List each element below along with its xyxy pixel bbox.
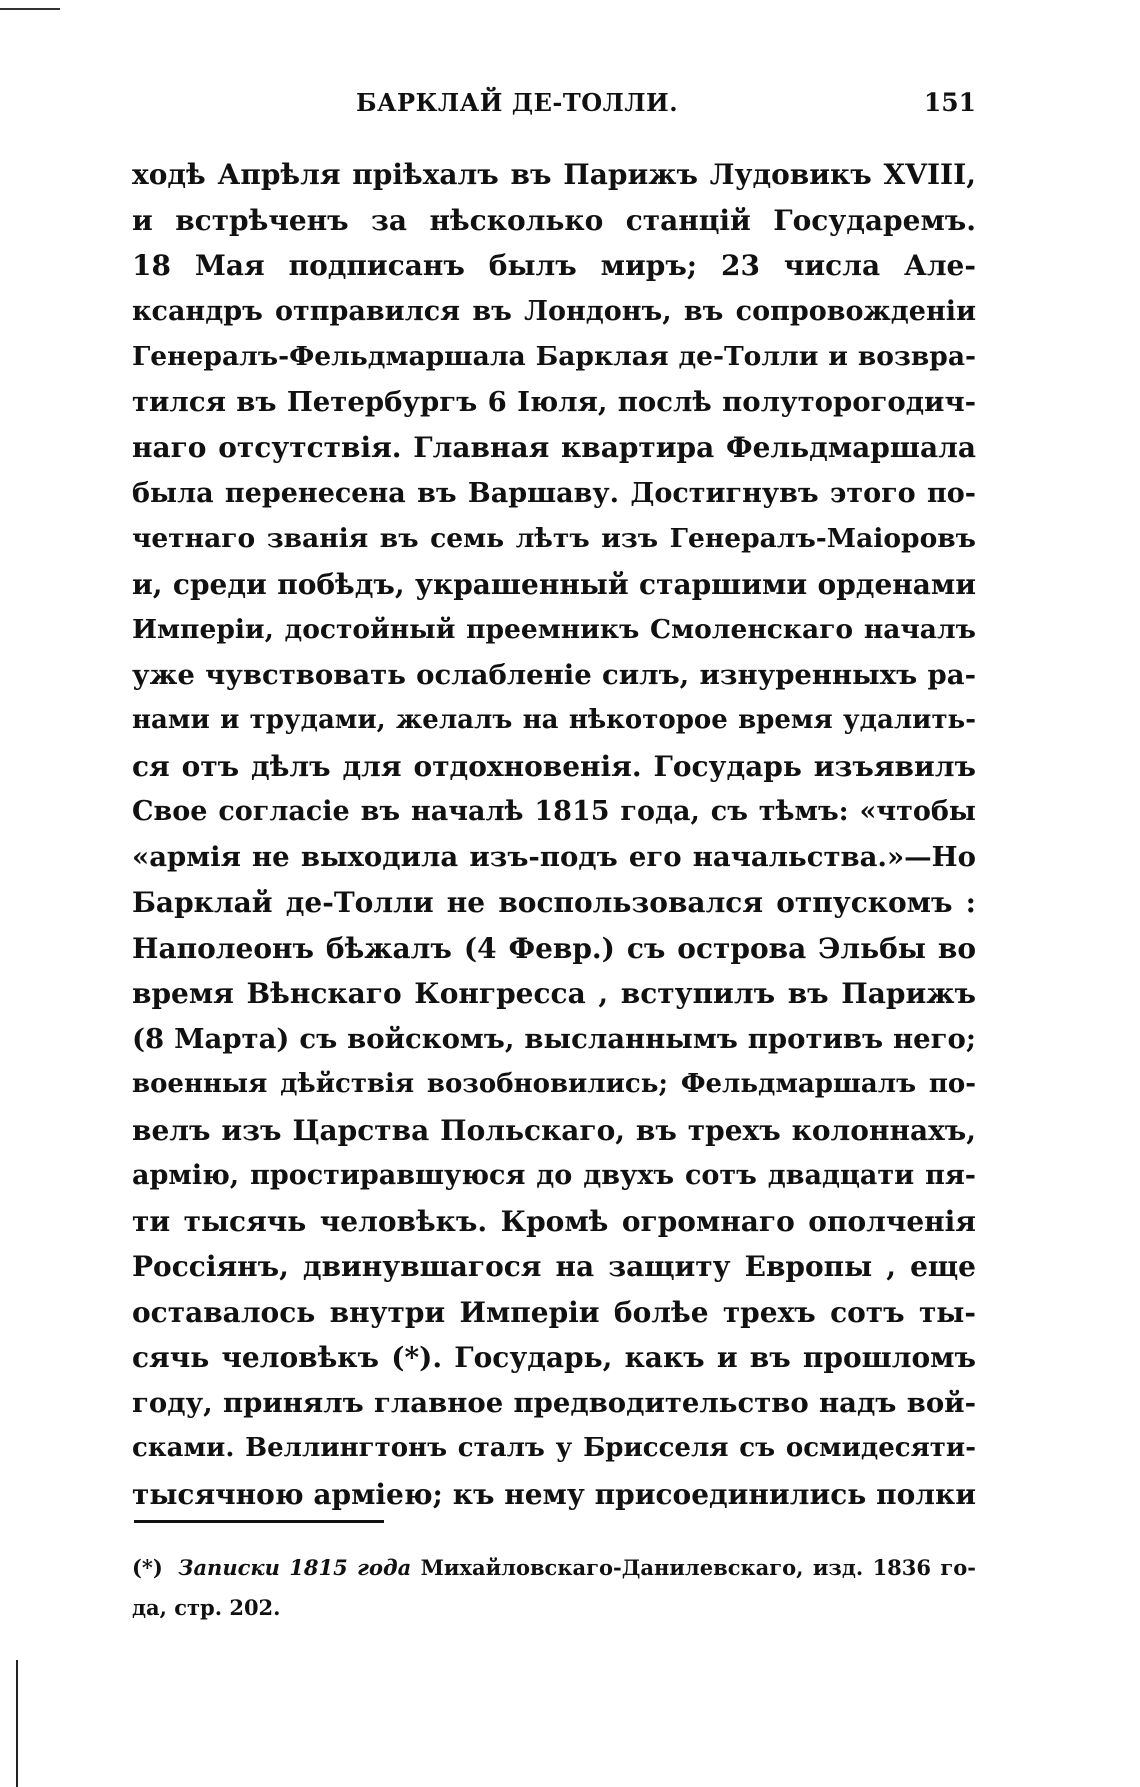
scan-edge-line	[0, 8, 60, 10]
text-line: «армія не выходила изъ-подъ его начальства.»—Но	[132, 840, 976, 873]
text-line: Генералъ-Фельдмаршала Барклая де-Толли и возвра-	[132, 341, 976, 372]
footnote-line: да, стр. 202.	[132, 1595, 281, 1620]
text-line: четнаго званія въ семь лѣтъ изъ Генералъ-Маіоровъ	[132, 523, 976, 554]
text-line: оставалось внутри Имперіи болѣе трехъ сотъ ты-	[132, 1295, 976, 1329]
text-line: (8 Марта) съ войскомъ, высланнымъ противъ него;	[132, 1022, 976, 1055]
text-line: ся отъ дѣлъ для отдохновенія. Государь изъявилъ	[132, 749, 976, 783]
text-line: тысячною арміею; къ нему присоединились полки	[132, 1477, 976, 1511]
text-line: уже чувствовать ослабленіе силъ, изнуренныхъ ра-	[132, 658, 976, 691]
text-line: велъ изъ Царства Польскаго, въ трехъ колоннахъ,	[132, 1113, 976, 1147]
text-line: 18 Мая подписанъ былъ миръ; 23 числа Але-	[132, 249, 976, 282]
text-line: Наполеонъ бѣжалъ (4 Февр.) съ острова Эльбы во	[132, 931, 976, 965]
text-line: Свое согласіе въ началѣ 1815 года, съ тѣмъ: «чтобы	[132, 796, 976, 827]
running-title: БАРКЛАЙ ДЕ-ТОЛЛИ.	[356, 88, 679, 117]
footnote-separator	[134, 1520, 384, 1523]
text-line: Имперіи, достойный преемникъ Смоленскаго началъ	[132, 614, 976, 645]
text-line: и встрѣченъ за нѣсколько станцій Государемъ.	[132, 203, 976, 237]
text-line: тился въ Петербургъ 6 Іюля, послѣ полуторогодич-	[132, 385, 976, 418]
footnote-source-rest: Михайловскаго-Данилевскаго, изд. 1836 го-	[420, 1555, 976, 1580]
text-line: армію, простиравшуюся до двухъ сотъ двадцати пя-	[132, 1160, 976, 1191]
page-header	[356, 88, 976, 128]
text-line: сячь человѣкъ (*). Государь, какъ и въ прошломъ	[132, 1341, 976, 1374]
text-line: и, среди побѣдъ, украшенный старшими орденами	[132, 567, 976, 601]
footnote-marker: (*)	[132, 1555, 163, 1580]
text-line: время Вѣнскаго Конгресса , вступилъ въ Парижъ	[132, 977, 976, 1010]
text-line: ксандръ отправился въ Лондонъ, въ сопровожденіи	[132, 295, 976, 327]
text-line: нами и трудами, желалъ на нѣкоторое время удалить-	[132, 705, 976, 735]
text-line: военныя дѣйствія возобновились; Фельдмаршалъ по-	[132, 1069, 976, 1099]
scan-margin-mark	[16, 1660, 18, 1787]
footnote	[132, 1548, 976, 1628]
text-line: наго отсутствія. Главная квартира Фельдмаршала	[132, 431, 976, 464]
text-line: была перенесена въ Варшаву. Достигнувъ этого по-	[132, 477, 976, 509]
text-line: Россіянъ, двинувшагося на защиту Европы , еще	[132, 1250, 976, 1283]
text-line: сками. Веллингтонъ сталъ у Брисселя съ осмидесяти-	[132, 1433, 976, 1463]
page-number: 151	[923, 88, 976, 117]
text-line: Барклай де-Толли не воспользовался отпускомъ :	[132, 886, 976, 919]
text-line: ходѣ Апрѣля пріѣхалъ въ Парижъ Лудовикъ XVIII,	[132, 158, 976, 191]
text-line: ти тысячь человѣкъ. Кромѣ огромнаго ополченія	[132, 1204, 976, 1238]
text-line: году, принялъ главное предводительство надъ вой-	[132, 1386, 976, 1419]
body-text	[132, 152, 976, 1517]
footnote-source-title: Записки 1815 года	[178, 1555, 412, 1580]
footnote-line	[132, 1548, 976, 1588]
